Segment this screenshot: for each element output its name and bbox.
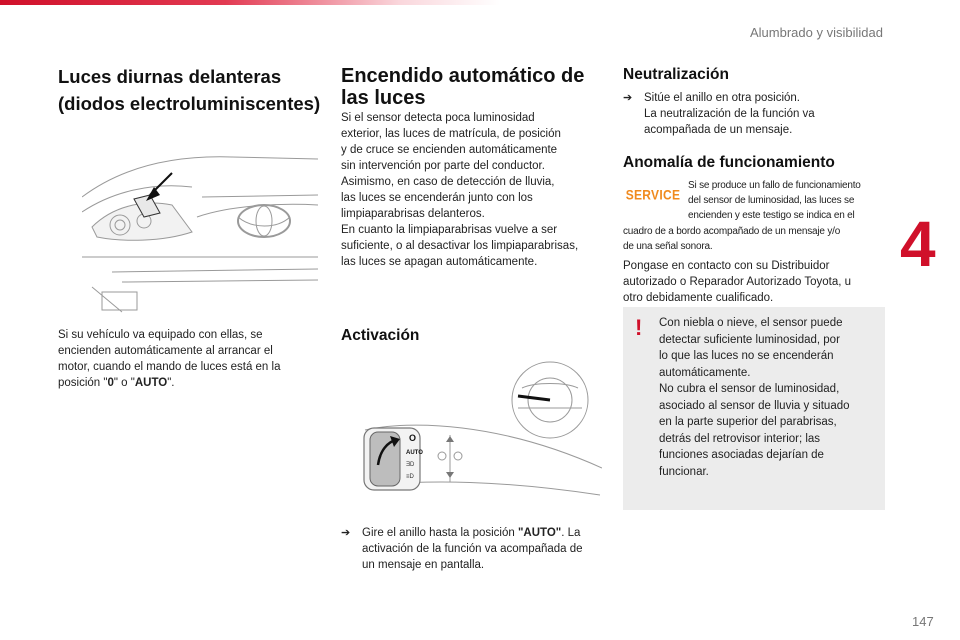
- drl-body-text-2: " o ": [113, 377, 135, 389]
- neutralization-text: Sitúe el anillo en otra posición. La neutralización de la función va acompañada de un mensaje.: [644, 92, 815, 136]
- anomaly-small-text: Si se produce un fallo de funcionamiento del sensor de luminosidad, las luces se encienden y este testigo se indica en el: [688, 180, 861, 221]
- stalk-label-side: ƎD: [406, 462, 415, 468]
- warning-text: Con niebla o nieve, el sensor puede detectar suficiente luminosidad, por lo que las luces no se encenderán automáticamente. No cubra el sensor de luminosidad, asociado al sensor de lluvia y situado en la parte superior del parabrisas, detrás del retrovisor interior; las funciones asociadas dejarían de funcionar.: [659, 317, 850, 478]
- activation-auto-value: "AUTO": [517, 527, 562, 539]
- page-number: 147: [912, 614, 934, 629]
- drl-body: [58, 327, 298, 391]
- headlight-illustration: [82, 137, 318, 315]
- header-accent-bar: [0, 0, 500, 5]
- service-warning-icon: SERVICE: [625, 186, 681, 204]
- contact-text: Pongase en contacto con su Distribuidor autorizado o Reparador Autorizado Toyota, u otro debidamente cualificado.: [623, 260, 852, 304]
- warning-exclamation-icon: !: [635, 315, 643, 340]
- activation-bullet-text: [362, 525, 583, 573]
- neutralization-title: Neutralización: [623, 66, 729, 83]
- auto-lights-body: Si el sensor detecta poca luminosidad exterior, las luces de matrícula, de posición y de cruce se encienden automáticamente sin intervención por parte del conductor. Asimismo, en caso de detección de lluvia, las luces se encenderán junto con los limpiaparabrisas delanteros. En cuanto la limpiaparabrisas vuelve a ser suficiente, o al desactivar los limpiaparabrisas, las luces se apagan automáticamente.: [341, 112, 579, 268]
- stalk-label-low: ≡D: [406, 474, 414, 480]
- activation-text-2: . La activación de la función va acompañada de un mensaje en pantalla.: [362, 527, 583, 571]
- activation-bullet: [341, 525, 606, 573]
- activation-text-1: Gire el anillo hasta la posición: [362, 527, 518, 539]
- anomaly-small-text-cont: cuadro de a bordo acompañado de un mensaje y/o de una señal sonora.: [623, 226, 841, 252]
- position-zero-value: 0: [107, 377, 114, 389]
- stalk-label-auto: AUTO: [406, 450, 423, 456]
- drl-title-line2: (diodos electroluminiscentes): [58, 93, 321, 114]
- drl-title: [58, 63, 323, 117]
- arrow-bullet-icon: ➔: [623, 92, 633, 104]
- position-auto-value: AUTO: [134, 377, 168, 389]
- drl-body-text-1: Si su vehículo va equipado con ellas, se encienden automáticamente al arrancar el motor, cuando el mando de luces está en la posición ": [58, 329, 281, 389]
- section-title: Alumbrado y visibilidad: [750, 25, 883, 40]
- drl-title-line1: Luces diurnas delanteras: [58, 66, 282, 87]
- activation-title: Activación: [341, 327, 420, 344]
- warning-box: [623, 307, 885, 510]
- arrow-bullet-icon: ➔: [341, 527, 351, 539]
- chapter-number: 4: [900, 208, 936, 280]
- anomaly-title: Anomalía de funcionamiento: [623, 154, 835, 171]
- neutralization-bullet: [623, 90, 885, 138]
- light-stalk-illustration: [350, 360, 602, 502]
- auto-lights-title: Encendido automático de las luces: [341, 65, 585, 109]
- stalk-label-0: O: [409, 433, 417, 443]
- drl-body-text-3: ".: [167, 377, 175, 389]
